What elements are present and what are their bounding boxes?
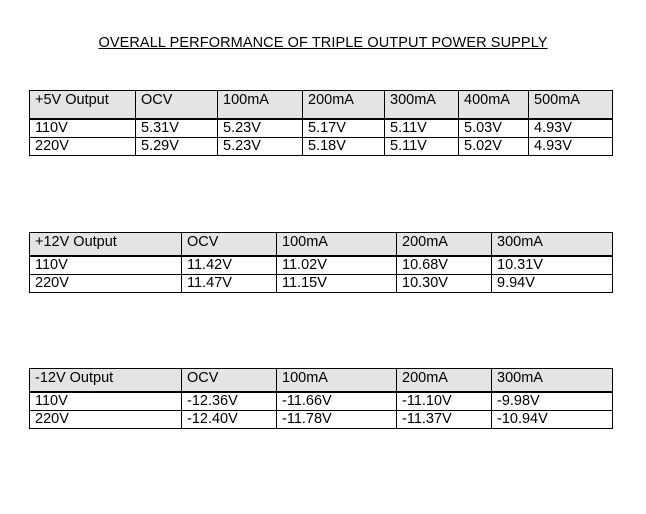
header-cell: 200mA [303,91,385,120]
table-plus-12v-output [29,232,613,293]
table-row [30,392,613,411]
table-header-row [30,369,613,393]
header-cell: +12V Output [30,233,182,257]
table-row [30,411,613,429]
header-cell: 200mA [397,233,492,257]
table-cell: 11.42V [182,256,277,275]
header-cell: -12V Output [30,369,182,393]
header-cell: 300mA [492,233,613,257]
table-cell: 220V [30,411,182,429]
table-cell: 9.94V [492,275,613,293]
table-cell: -11.78V [277,411,397,429]
header-cell: 100mA [277,369,397,393]
header-cell: 300mA [492,369,613,393]
page-title: OVERALL PERFORMANCE OF TRIPLE OUTPUT POWER SUPPLY [98,35,548,51]
table-cell: 10.31V [492,256,613,275]
table-cell: -10.94V [492,411,613,429]
header-cell: OCV [182,233,277,257]
table-cell: 110V [30,256,182,275]
table-cell: 5.29V [136,138,218,156]
table-cell: -12.40V [182,411,277,429]
table-cell: 5.18V [303,138,385,156]
table-cell: 110V [30,392,182,411]
table-minus-12v-output [29,368,613,429]
table-cell: 5.02V [459,138,529,156]
table-row [30,256,613,275]
table-cell: -12.36V [182,392,277,411]
header-cell: 100mA [218,91,303,120]
table-plus-5v-output [29,90,613,156]
table-cell: 5.03V [459,119,529,138]
table-cell: 220V [30,138,136,156]
table-cell: 5.17V [303,119,385,138]
header-cell: OCV [182,369,277,393]
header-cell: 200mA [397,369,492,393]
table-cell: 5.23V [218,119,303,138]
table-cell: 220V [30,275,182,293]
header-cell: +5V Output [30,91,136,120]
table-cell: 11.15V [277,275,397,293]
table-cell: 5.11V [385,119,459,138]
table-cell: 10.68V [397,256,492,275]
header-cell: 400mA [459,91,529,120]
table-cell: 11.47V [182,275,277,293]
table-cell: 5.31V [136,119,218,138]
table-row [30,138,613,156]
table-cell: 5.11V [385,138,459,156]
table-cell: -11.66V [277,392,397,411]
table-cell: 110V [30,119,136,138]
table-cell: -11.10V [397,392,492,411]
header-cell: 500mA [529,91,613,120]
table-cell: 5.23V [218,138,303,156]
table-row [30,275,613,293]
header-cell: OCV [136,91,218,120]
table-cell: 11.02V [277,256,397,275]
table-header-row [30,91,613,120]
table-cell: -11.37V [397,411,492,429]
table-cell: 4.93V [529,119,613,138]
table-cell: -9.98V [492,392,613,411]
table-cell: 4.93V [529,138,613,156]
header-cell: 300mA [385,91,459,120]
table-cell: 10.30V [397,275,492,293]
table-row [30,119,613,138]
table-header-row [30,233,613,257]
header-cell: 100mA [277,233,397,257]
